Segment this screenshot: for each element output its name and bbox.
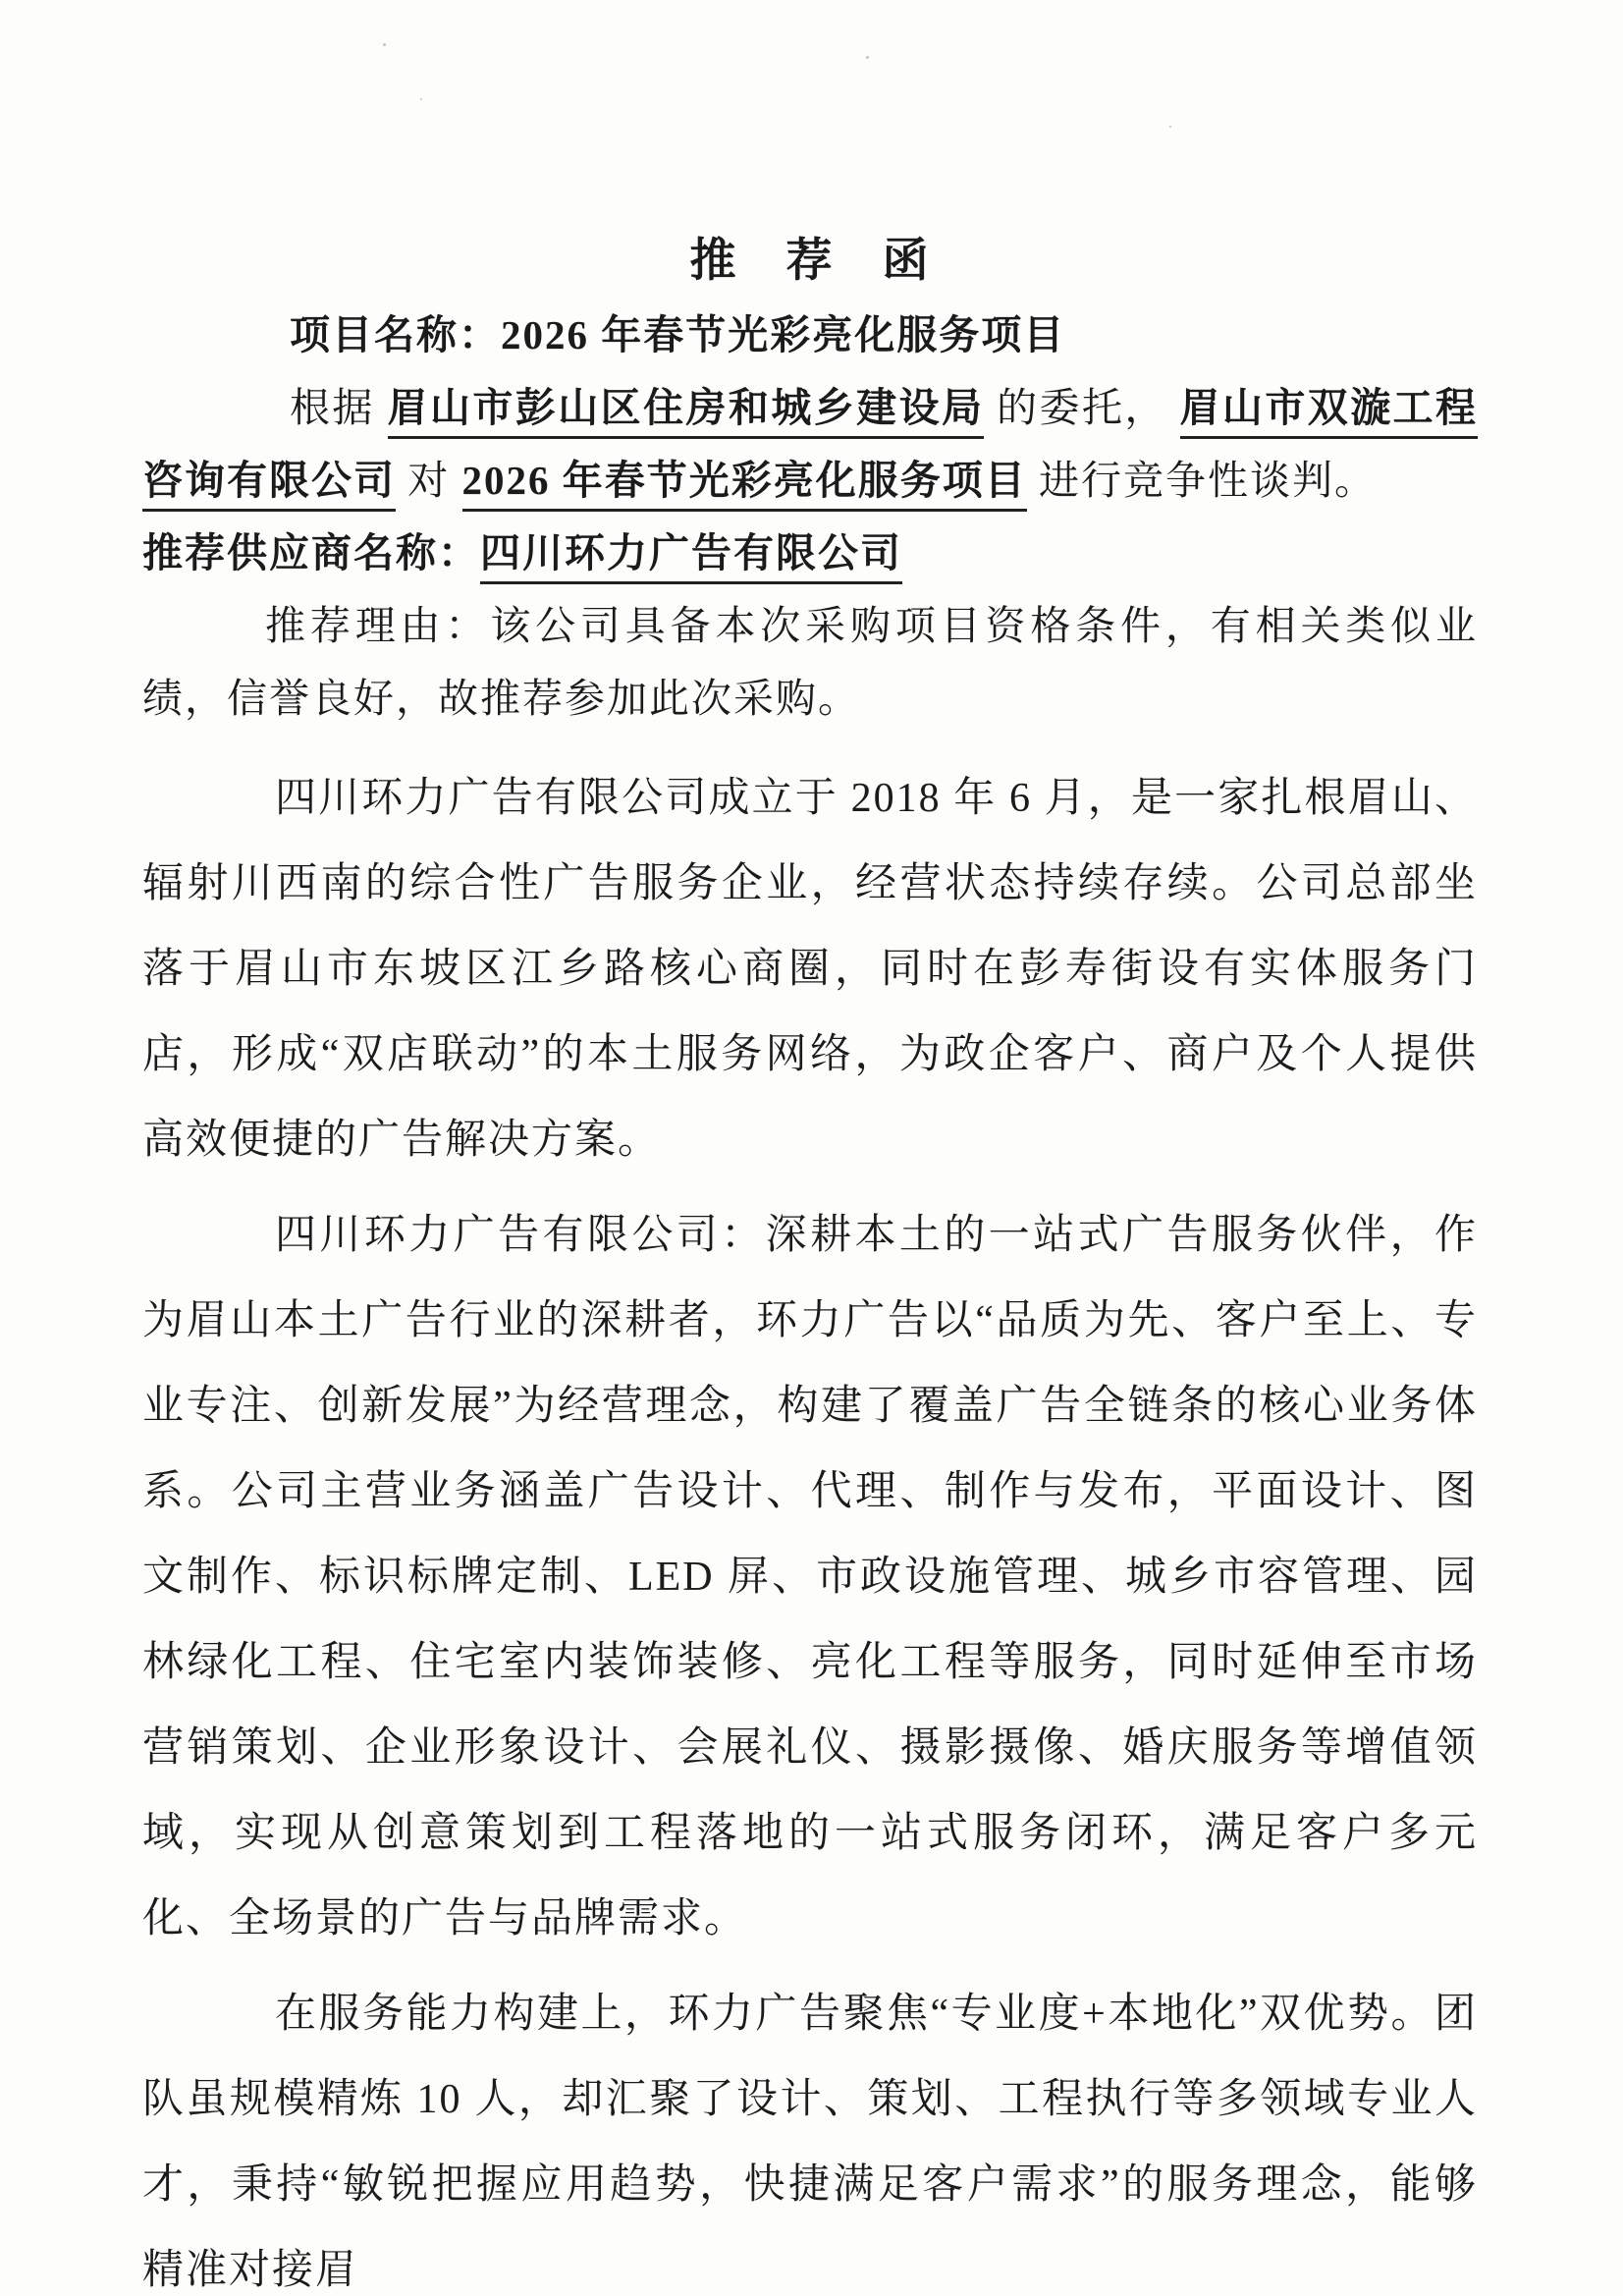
company-intro-paragraph: 四川环力广告有限公司成立于 2018 年 6 月，是一家扎根眉山、辐射川西南的综合性广告服务企业，经营状态持续存续。公司总部坐落于眉山市东坡区江乡路核心商圈，同时在彭寿街设有实体服务门店，形成“双店联动”的本土服务网络，为政企客户、商户及个人提供高效便捷的广告解决方案。 <box>142 776 1478 1163</box>
document-title: 推 荐 函 <box>689 236 931 287</box>
business-scope-paragraph: 四川环力广告有限公司：深耕本土的一站式广告服务伙伴，作为眉山本土广告行业的深耕者，环力广告以“品质为先、客户至上、专业专注、创新发展”为经营理念，构建了覆盖广告全链条的核心业务体系。公司主营业务涵盖广告设计、代理、制作与发布，平面设计、图文制作、标识标牌定制、LED 屏、市政设施管理、城乡市容管理、园林绿化工程、住宅室内装饰装修、亮化工程等服务，同时延伸至市场营销策划、企业形象设计、会展礼仪、摄影摄像、婚庆服务等增值领域，实现从创意策划到工程落地的一站式服务闭环，满足客户多元化、全场景的广告与品牌需求。 <box>142 1213 1478 1941</box>
entrust-prefix: 根据 <box>290 385 388 430</box>
scan-speck <box>866 56 869 59</box>
project-name-underlined: 2026 年春节光彩亮化服务项目 <box>462 458 1027 512</box>
scan-speck <box>1169 126 1171 128</box>
service-capability-paragraph: 在服务能力构建上，环力广告聚焦“专业度+本地化”双优势。团队虽规模精炼 10 人，却汇聚了设计、策划、工程执行等多领域专业人才，秉持“敏锐把握应用趋势，快捷满足客户需求”的服务理念，能够精准对接眉 <box>142 1992 1478 2293</box>
project-name-line <box>142 299 1478 371</box>
client-name: 眉山市彭山区住房和城乡建设局 <box>388 385 985 439</box>
scan-speck <box>420 98 422 100</box>
entrust-conjunction: 对 <box>396 458 462 503</box>
entrust-mid: 的委托， <box>984 385 1180 430</box>
supplier-label: 推荐供应商名称： <box>142 530 480 575</box>
project-label: 项目名称： <box>290 312 501 357</box>
entrust-suffix: 进行竞争性谈判。 <box>1026 458 1377 503</box>
reason-paragraph: 推荐理由：该公司具备本次采购项目资格条件，有相关类似业绩，信誉良好，故推荐参加此次采购。 <box>142 603 1478 721</box>
supplier-line <box>142 517 1478 589</box>
scan-speck <box>383 43 386 46</box>
supplier-name: 四川环力广告有限公司 <box>480 530 902 584</box>
project-name: 2026 年春节光彩亮化服务项目 <box>501 312 1066 357</box>
entrust-paragraph <box>142 371 1478 517</box>
letter-body <box>142 224 1478 2296</box>
agency-name: 眉山市双漩工程咨询有限公司 <box>142 385 1478 512</box>
